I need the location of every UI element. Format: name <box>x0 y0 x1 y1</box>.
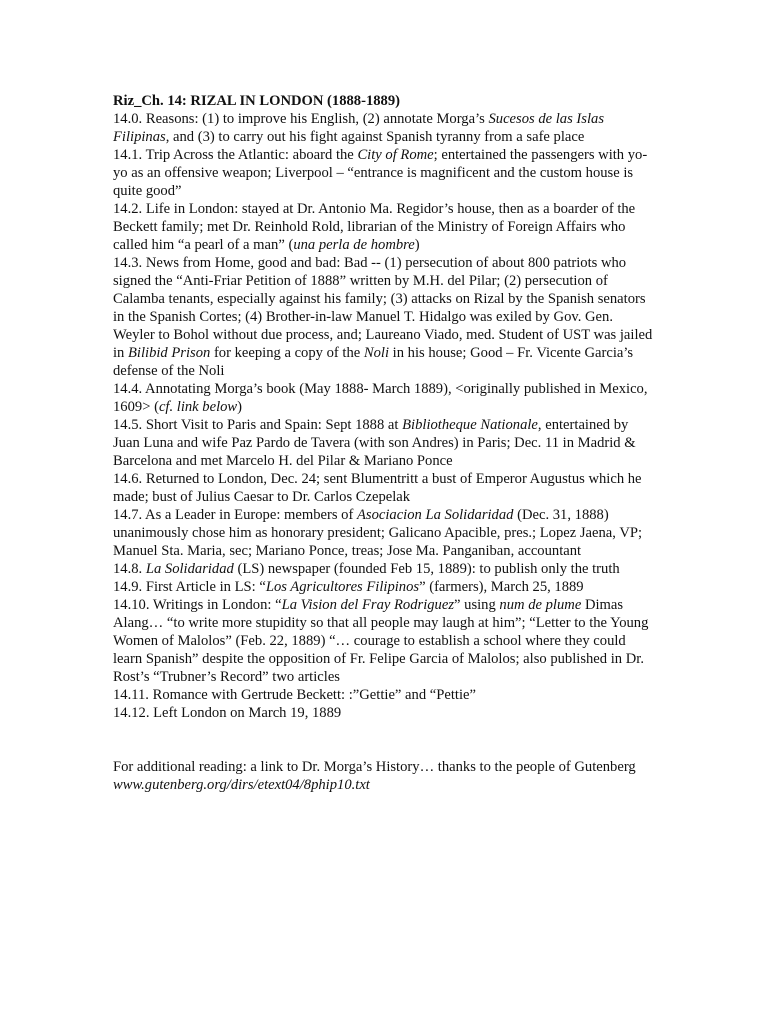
italic-text: Asociacion La Solidaridad <box>356 507 514 523</box>
italic-text: Los Agricultores Filipinos <box>265 579 420 595</box>
text-run: ” using <box>454 597 500 613</box>
italic-text: La Vision del Fray Rodriguez <box>281 597 455 613</box>
outline-item-14-2 <box>113 200 658 254</box>
outline-item-14-3 <box>113 254 658 380</box>
document-page <box>113 92 658 794</box>
text-run: 14.2. Life in London: stayed at Dr. Antonio Ma. Regidor’s house, then as a boarder of the Beckett family; met Dr. Reinhold Rold, librarian of the Ministry of Foreign Affairs who called him “a pearl of a man” ( <box>113 201 636 253</box>
text-run: in his house; Good – Fr. Vicente Garcia’s defense of the Noli <box>113 345 634 379</box>
outline-item-14-9 <box>113 578 658 596</box>
outline-item-14-1 <box>113 146 658 200</box>
text-run: ) <box>237 399 243 415</box>
text-run: 14.11. Romance with Gertrude Beckett: :”Gettie” and “Pettie” <box>113 687 476 703</box>
text-run: ) <box>414 237 420 253</box>
text-run: (Dec. 31, 1888) unanimously chose him as honorary president; Galicano Apacible, pres.; Lopez Jaena, VP; Manuel Sta. Maria, sec; Mariano Ponce, treas; Jose Ma. Panganiban, accountant <box>113 507 643 559</box>
text-run: Dimas Alang… “to write more stupidity so that all people may laugh at him”; “Letter to the Young Women of Malolos” (Feb. 22, 1889) “… courage to establish a school where they could learn Spanish” despite the opposition of Fr. Felipe Garcia of Malolos; also published in Dr. Rost’s “Trubner’s Record” two articles <box>113 597 649 685</box>
text-run: 14.1. Trip Across the Atlantic: aboard the <box>113 147 358 163</box>
italic-text: Bibliotheque Nationale <box>402 417 538 433</box>
outline-list <box>113 110 658 722</box>
outline-item-14-5 <box>113 416 658 470</box>
text-run: for keeping a copy of the <box>210 345 364 361</box>
outline-item-14-8 <box>113 560 658 578</box>
text-run: 14.0. Reasons: (1) to improve his English, (2) annotate Morga’s <box>113 111 489 127</box>
italic-text: Bilibid Prison <box>128 345 211 361</box>
text-run: ” (farmers), March 25, 1889 <box>419 579 584 595</box>
blank-space <box>113 722 658 758</box>
text-run: 14.7. As a Leader in Europe: members of <box>113 507 357 523</box>
text-run: 14.10. Writings in London: “ <box>113 597 282 613</box>
italic-text: Noli <box>363 345 390 361</box>
outline-item-14-7 <box>113 506 658 560</box>
text-run: (LS) newspaper (founded Feb 15, 1889): to publish only the truth <box>233 561 620 577</box>
text-run: 14.3. News from Home, good and bad: Bad -- (1) persecution of about 800 patriots who signed the “Anti-Friar Petition of 1888” written by M.H. del Pilar; (2) persecution of Calamba tenants, especially against his family; (3) attacks on Rizal by the Spanish senators in the Spanish Cortes; (4) Brother-in-law Manuel T. Hidalgo was exiled by Gov. Gen. Weyler to Bohol without due process, and; Laureano Viado, med. Student of UST was jailed in <box>113 255 653 361</box>
text-run: 14.5. Short Visit to Paris and Spain: Sept 1888 at <box>113 417 403 433</box>
italic-text: La Solidaridad <box>145 561 234 577</box>
outline-item-14-11 <box>113 686 658 704</box>
chapter-title: Riz_Ch. 14: RIZAL IN LONDON (1888-1889) <box>113 93 401 109</box>
text-run: 14.9. First Article in LS: “ <box>113 579 266 595</box>
gutenberg-link-text[interactable]: www.gutenberg.org/dirs/etext04/8phip10.txt <box>113 777 370 793</box>
outline-item-14-6 <box>113 470 658 506</box>
text-run: 14.8. <box>113 561 146 577</box>
outline-item-14-4 <box>113 380 658 416</box>
outline-item-14-10 <box>113 596 658 686</box>
additional-reading-note: For additional reading: a link to Dr. Morga’s History… thanks to the people of Gutenberg <box>113 759 636 775</box>
italic-text: num de plume <box>499 597 582 613</box>
gutenberg-link[interactable] <box>113 776 658 794</box>
italic-text: una perla de hombre <box>293 237 415 253</box>
outline-item-14-0 <box>113 110 658 146</box>
outline-item-14-12 <box>113 704 658 722</box>
italic-text: cf. link below <box>158 399 238 415</box>
text-run: 14.4. Annotating Morga’s book (May 1888- March 1889), <originally published in Mexico, 1609> ( <box>113 381 648 415</box>
text-run: 14.6. Returned to London, Dec. 24; sent Blumentritt a bust of Emperor Augustus which he made; bust of Julius Caesar to Dr. Carlos Czepelak <box>113 471 642 505</box>
text-run: , entertained by Juan Luna and wife Paz Pardo de Tavera (with son Andres) in Paris; Dec. 11 in Madrid & Barcelona and met Marcelo H. del Pilar & Mariano Ponce <box>113 417 636 469</box>
italic-text: Sucesos de las Islas Filipinas <box>113 111 604 145</box>
text-run: ; entertained the passengers with yo-yo as an offensive weapon; Liverpool – “entrance is magnificent and the custom house is quite good” <box>113 147 648 199</box>
italic-text: City of Rome <box>357 147 434 163</box>
text-run: , and (3) to carry out his fight against Spanish tyranny from a safe place <box>165 129 585 145</box>
text-run: 14.12. Left London on March 19, 1889 <box>113 705 342 721</box>
